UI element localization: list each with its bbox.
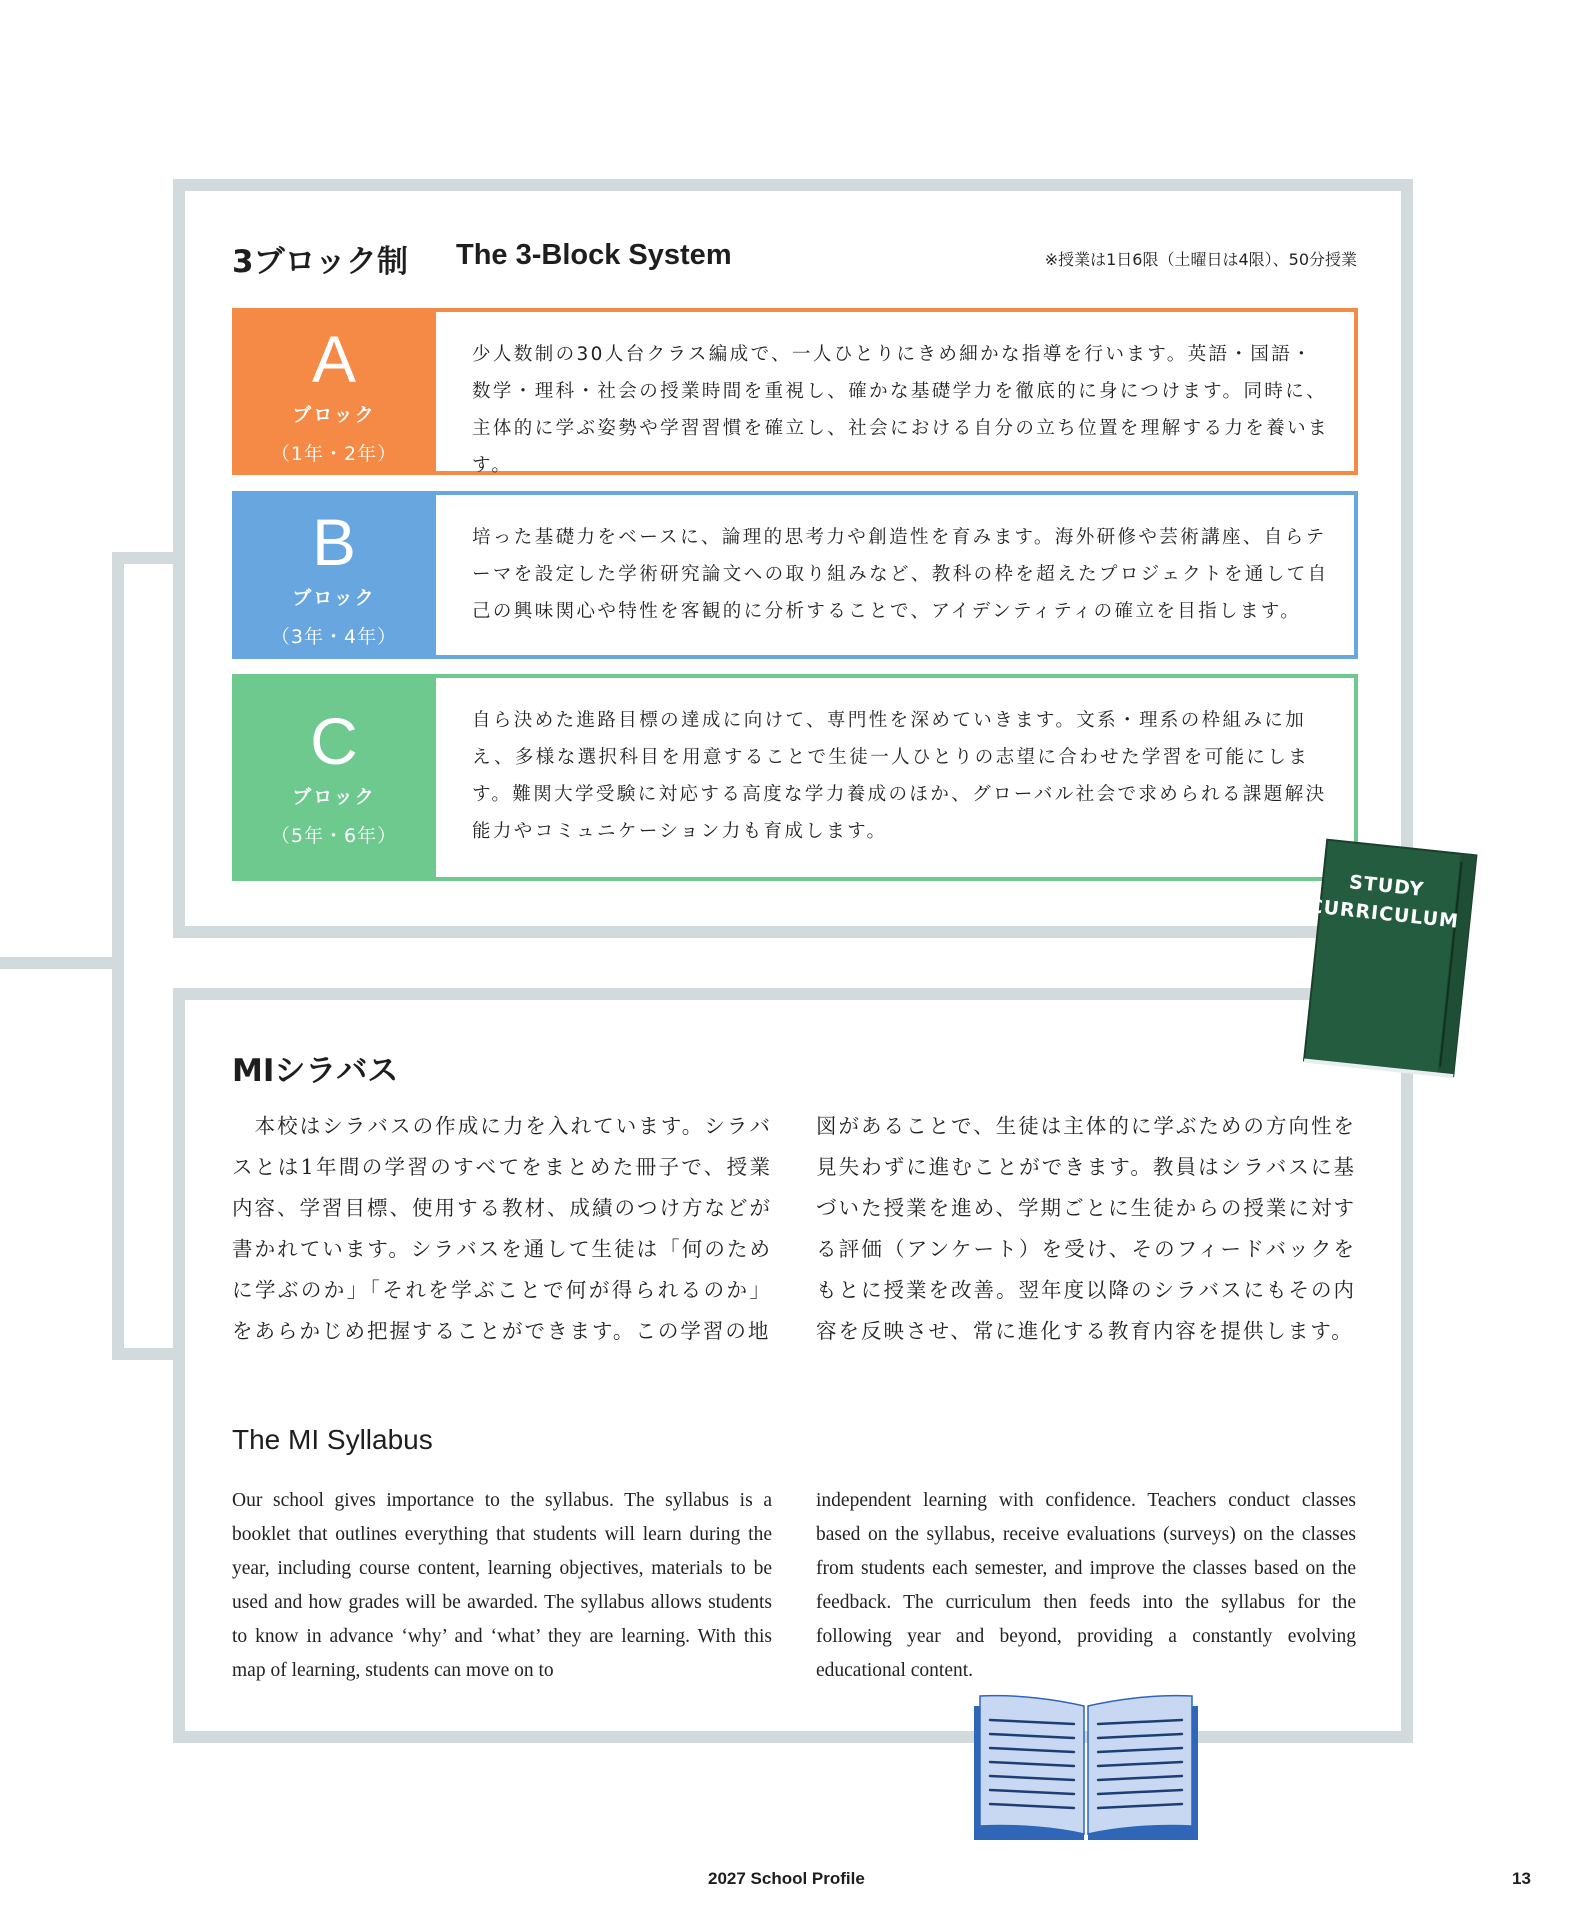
block-c-description: 自ら決めた進路目標の達成に向けて、専門性を深めていきます。文系・理系の枠組みに加え、多様な選択科目を用意することで生徒一人ひとりの志望に合わせた学習を可能にします。難関大学受験に対応する高度な学力養成のほか、グローバル社会で求められる課題解決能力やコミュニケーション力も育成します。 [472, 710, 1327, 842]
open-book-icon [968, 1690, 1204, 1850]
block-b-row [232, 491, 1358, 659]
block-a-description: 少人数制の30人台クラス編成で、一人ひとりにきめ細かな指導を行います。英語・国語・数学・理科・社会の授業時間を重視し、確かな基礎学力を徹底的に身につけます。同時に、主体的に学ぶ姿勢や学習習慣を確立し、社会における自分の立ち位置を理解する力を養います。 [472, 344, 1329, 476]
syllabus-en-column-2: independent learning with confidence. Teachers conduct classes based on the syllabus, receive evaluations (surveys) on the classes from students each semester, and improve the classes based on the feedback. The curriculum then feeds into the syllabus for the following year and beyond, providing a constantly evolving educational content. [816, 1490, 1356, 1681]
connector-line-horizontal-mid [0, 957, 118, 969]
block-a-label [232, 308, 436, 475]
block-b-letter: B [311, 505, 357, 579]
block-a-row [232, 308, 1358, 475]
study-label: STUDY [1348, 871, 1426, 902]
syllabus-jp-column-1: 本校はシラバスの作成に力を入れています。シラバスとは1年間の学習のすべてをまとめた冊子で、授業内容、学習目標、使用する教材、成績のつけ方などが書かれています。シラバスを通して生徒は「何のために学ぶのか」「それを学ぶことで何が得られるのか」をあらかじめ把握することができます。この学習の地 [232, 1114, 772, 1343]
connector-line-bottom-branch [112, 1348, 180, 1360]
block-system-title-en: The 3-Block System [456, 239, 732, 271]
block-c-label [232, 674, 436, 881]
block-b-description: 培った基礎力をベースに、論理的思考力や創造性を育みます。海外研修や芸術講座、自らテーマを設定した学術研究論文への取り組みなど、教科の枠を超えたプロジェクトを通して自己の興味関心や特性を客観的に分析することで、アイデンティティの確立を目指します。 [472, 527, 1329, 622]
class-schedule-note: ※授業は1日6限（土曜日は4限）、50分授業 [1044, 250, 1357, 269]
page-number: 13 [1512, 1869, 1531, 1888]
block-c-letter: C [310, 704, 358, 778]
syllabus-en-column-1: Our school gives importance to the syllabus. The syllabus is a booklet that outlines everything that students will learn during the year, including course content, learning objectives, materials to be used and how grades will be awarded. The syllabus allows students to know in advance ‘why’ and ‘what’ they are learning. With this map of learning, students can move on to [232, 1490, 772, 1681]
footer-publication: 2027 School Profile [708, 1869, 865, 1888]
study-curriculum-book-icon [1291, 835, 1491, 1085]
curriculum-label: CURRICULUM [1307, 895, 1460, 933]
syllabus-jp-column-2: 図があることで、生徒は主体的に学ぶための方向性を見失わずに進むことができます。教員はシラバスに基づいた授業を進め、学期ごとに生徒からの授業に対する評価（アンケート）を受け、そのフィードバックをもとに授業を改善。翌年度以降のシラバスにもその内容を反映させ、常に進化する教育内容を提供します。 [816, 1114, 1356, 1343]
connector-line-vertical [112, 552, 124, 1360]
syllabus-title-jp: MIシラバス [232, 1053, 399, 1089]
block-c-grade: （5年・6年） [270, 825, 398, 847]
block-c-word: ブロック [292, 786, 376, 808]
block-a-grade: （1年・2年） [270, 443, 398, 465]
block-a-word: ブロック [292, 404, 376, 426]
block-b-grade: （3年・4年） [270, 626, 398, 648]
block-b-label [232, 491, 436, 659]
connector-line-top-branch [112, 552, 180, 564]
block-c-row [232, 674, 1358, 881]
syllabus-title-en: The MI Syllabus [232, 1424, 433, 1455]
block-system-title-jp: 3ブロック制 [232, 244, 408, 280]
block-a-letter: A [311, 322, 357, 396]
block-b-word: ブロック [292, 587, 376, 609]
